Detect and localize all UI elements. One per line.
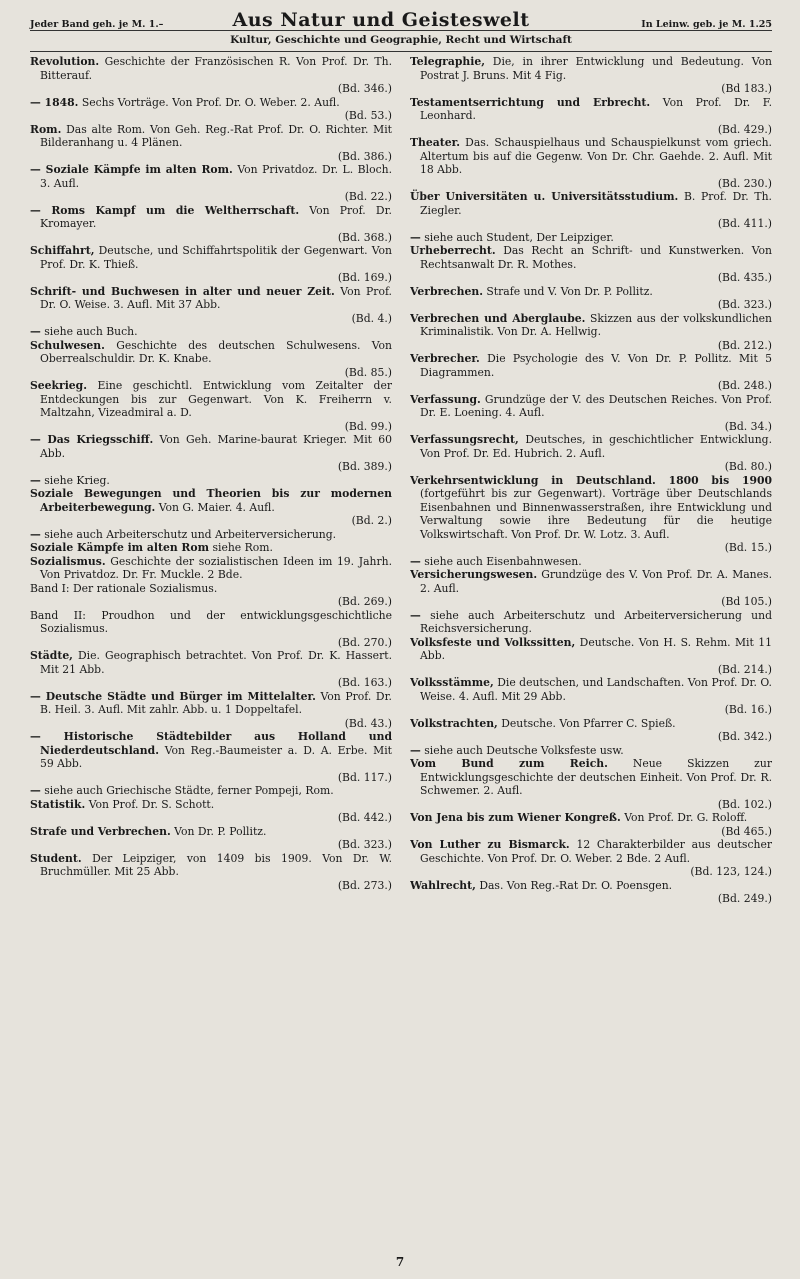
entry-text: Das. Schauspielhaus und Schauspielkunst vom griech. Altertum bis auf die Gegenw. Von Dr. Chr. Gaehde. 2. Aufl. Mit 18 Abb. [420,136,772,176]
catalog-entry [30,582,392,609]
volume-number: (Bd. 4.) [351,311,392,325]
entry-text: Das. Von Reg.-Rat Dr. O. Poensgen. [479,878,673,892]
entry-text: Strafe und V. Von Dr. P. Pollitz. [486,284,653,298]
entry-text: Das alte Rom. Von Geh. Reg.-Rat Prof. Dr. O. Richter. Mit Bilderanhang u. 4 Plänen. [40,122,392,149]
catalog-entry [410,744,772,758]
page-header [30,6,772,31]
entry-heading: Verkehrsentwicklung in Deutschland. 1800 bis 1900 [410,473,772,487]
volume-number: (Bd. 435.) [717,271,772,284]
entry-text: Geschichte der Französischen R. Von Prof. Dr. Th. Bitterauf. [40,55,392,82]
entry-text: Von Prof. Dr. G. Roloff. [624,811,748,824]
volume-number: (Bd. 169.) [337,271,392,284]
price-bound-label: Jeder Band geh. je M. 1.– [30,19,164,30]
left-column [30,55,392,1247]
catalog-entry [30,555,392,582]
catalog-entry [30,528,392,542]
catalog-entry [30,541,392,555]
entry-heading: Statistik. [30,797,86,811]
entry-heading: — [410,230,421,244]
entry-text: Von Prof. Dr. F. Leonhard. [420,95,772,122]
entry-text: Deutsche, und Schiffahrtspolitik der Gegenwart. Von Prof. Dr. K. Thieß. [40,244,392,271]
volume-number: (Bd. 389.) [337,460,392,473]
catalog-entry [410,717,772,744]
entry-text: Von Prof. Dr. Kromayer. [40,203,392,230]
entry-heading: Verfassung. [410,392,481,406]
entry-text: siehe auch Deutsche Volksfeste usw. [424,743,624,757]
volume-number: (Bd. 163.) [337,676,392,689]
entry-text: Von Dr. P. Pollitz. [174,824,267,838]
catalog-entry [30,474,392,488]
entry-text: Das Recht an Schrift- und Kunstwerken. Von Rechtsanwalt Dr. R. Mothes. [420,244,772,271]
catalog-entry [410,96,772,137]
catalog-entry [410,474,772,555]
volume-number: (Bd. 99.) [344,419,392,433]
catalog-entry [410,811,772,838]
entry-text: Geschichte der sozialistischen Ideen im 19. Jahrh. Von Privatdoz. Dr. Fr. Muckle. 2 Bde. [40,554,392,581]
catalog-entry [30,339,392,380]
entry-text: Deutsches, in geschichtlicher Entwicklung. Von Prof. Dr. Ed. Hubrich. 2. Aufl. [420,433,772,460]
volume-number: (Bd. 249.) [717,892,772,905]
entry-text: Band II: Proudhon und der entwicklungsgeschichtliche Sozialismus. [30,608,392,635]
entry-text: Geschichte des deutschen Schulwesens. Von Oberrealschuldir. Dr. K. Knabe. [40,338,392,365]
volume-number: (Bd. 34.) [724,419,772,433]
volume-number: (Bd. 15.) [724,541,772,554]
entry-text: Eine geschichtl. Entwicklung vom Zeitalter der Entdeckungen bis zur Gegenwart. Von K. Freiherrn v. Maltzahn, Vizeadmiral a. D. [40,379,392,419]
volume-number: (Bd. 386.) [337,149,392,163]
entry-heading: Sozialismus. [30,554,106,568]
entry-heading: Versicherungswesen. [410,568,538,581]
entry-heading: Telegraphie, [410,55,485,68]
catalog-entry [30,487,392,528]
entry-heading: — Deutsche Städte und Bürger im Mittelalter. [30,689,316,703]
entry-heading: Theater. [410,136,461,149]
volume-number: (Bd 465.) [721,824,772,838]
catalog-columns [30,55,772,1247]
entry-heading: Soziale Bewegungen und Theorien bis zur modernen Arbeiterbewegung. [30,487,392,514]
catalog-entry [30,649,392,690]
entry-heading: Verbrechen. [410,284,483,298]
volume-number: (Bd. 442.) [337,811,392,824]
catalog-entry [30,852,392,893]
entry-text: Neue Skizzen zur Entwicklungsgeschichte der deutschen Einheit. Von Prof. Dr. R. Schwemer. 2. Aufl. [420,757,772,797]
volume-number: (Bd 105.) [721,595,772,608]
entry-heading: — 1848. [30,95,79,109]
catalog-entry [30,730,392,784]
volume-number: (Bd. 212.) [717,338,772,352]
entry-heading: Schiffahrt, [30,244,95,257]
entry-heading: — [30,527,41,541]
entry-text: Sechs Vorträge. Von Prof. Dr. O. Weber. 2. Aufl. [81,95,340,109]
volume-number: (Bd. 342.) [717,730,772,743]
catalog-entry [410,838,772,879]
volume-number: (Bd. 346.) [337,82,392,95]
entry-heading: Seekrieg. [30,379,87,392]
volume-number: (Bd. 429.) [717,122,772,136]
entry-text: siehe auch Eisenbahnwesen. [424,554,582,568]
volume-number: (Bd. 102.) [717,797,772,811]
entry-heading: — [30,473,41,487]
entry-heading: Student. [30,851,82,865]
entry-text: Von Prof. Dr. B. Heil. 3. Aufl. Mit zahlr. Abb. u. 1 Doppeltafel. [40,689,392,716]
entry-text: 12 Charakterbilder aus deutscher Geschichte. Von Prof. Dr. O. Weber. 2 Bde. 2 Aufl. [420,838,772,865]
entry-heading: — [410,743,421,757]
entry-text: siehe Krieg. [44,473,110,487]
volume-number: (Bd. 248.) [717,379,772,392]
entry-heading: — Das Kriegsschiff. [30,433,154,446]
catalog-entry [410,352,772,393]
entry-heading: Volksstämme, [410,676,494,689]
catalog-entry [30,609,392,650]
entry-heading: Soziale Kämpfe im alten Rom [30,541,210,554]
catalog-entry [30,123,392,164]
volume-number: (Bd. 80.) [724,460,772,473]
entry-heading: Testamentserrichtung und Erbrecht. [410,95,651,109]
entry-text: Deutsche. Von Pfarrer C. Spieß. [501,716,676,730]
volume-number: (Bd. 22.) [344,190,392,203]
entry-text: Von G. Maier. 4. Aufl. [158,500,275,514]
volume-number: (Bd. 53.) [344,109,392,122]
volume-number: (Bd. 16.) [724,703,772,716]
catalog-entry [30,163,392,204]
entry-text: Die deutschen, und Landschaften. Von Prof. Dr. O. Weise. 4. Aufl. Mit 29 Abb. [420,676,772,703]
entry-heading: — Historische Städtebilder aus Holland und Niederdeutschland. [30,730,392,757]
catalog-entry [410,393,772,434]
volume-number: (Bd. 214.) [717,662,772,676]
entry-heading: Verfassungsrecht, [410,433,519,446]
entry-text: Skizzen aus der volkskundlichen Kriminalistik. Von Dr. A. Hellwig. [420,311,772,338]
catalog-entry [410,676,772,717]
entry-heading: Von Luther zu Bismarck. [410,838,570,851]
entry-heading: Rom. [30,122,62,136]
entry-text: Von Reg.-Baumeister a. D. A. Erbe. Mit 59 Abb. [40,743,392,770]
entry-text: siehe auch Griechische Städte, ferner Pompeji, Rom. [44,784,334,797]
volume-number: (Bd. 43.) [344,716,392,730]
volume-number: (Bd. 2.) [351,514,392,527]
catalog-entry [30,690,392,731]
entry-text: Deutsche. Von H. S. Rehm. Mit 11 Abb. [420,635,772,662]
catalog-entry [410,433,772,474]
entry-heading: — [410,608,421,622]
entry-text: Der Leipziger, von 1409 bis 1909. Von Dr. W. Bruchmüller. Mit 25 Abb. [40,851,392,878]
entry-heading: Revolution. [30,55,100,68]
catalog-entry [410,55,772,96]
catalog-entry [30,798,392,825]
entry-text: (fortgeführt bis zur Gegenwart). Vorträge über Deutschlands Eisenbahnen und Binnenwasserstraßen, ihre Entwicklung und Verwaltung sowie ihre Bedeutung für die heutige Volkswirtschaft. Von Prof. Dr. W. Lotz. 3. Aufl. [420,487,772,541]
catalog-entry [30,285,392,326]
right-column [410,55,772,1247]
volume-number: (Bd. 323.) [337,838,392,851]
catalog-entry [410,609,772,636]
entry-heading: Verbrechen und Aberglaube. [410,311,586,325]
entry-heading: Volksfeste und Volkssitten, [410,635,576,649]
catalog-entry [410,136,772,190]
entry-heading: Volkstrachten, [410,716,498,730]
volume-number: (Bd 183.) [721,82,772,95]
entry-heading: — [410,554,421,568]
entry-text: Die. Geographisch betrachtet. Von Prof. Dr. K. Hassert. Mit 21 Abb. [40,649,392,676]
catalog-entry [410,555,772,569]
entry-heading: Von Jena bis zum Wiener Kongreß. [410,811,621,824]
entry-heading: Über Universitäten u. Universitätsstudium. [410,190,679,203]
catalog-entry [410,190,772,231]
catalog-entry [30,55,392,96]
entry-heading: Schulwesen. [30,338,105,352]
catalog-entry [30,784,392,798]
catalog-entry [410,568,772,609]
entry-text: Von Privatdoz. Dr. L. Bloch. 3. Aufl. [40,163,392,190]
entry-heading: — Roms Kampf um die Weltherrschaft. [30,203,300,217]
catalog-entry [30,244,392,285]
catalog-entry [410,244,772,285]
volume-number: (Bd. 270.) [337,635,392,649]
entry-text: Grundzüge des V. Von Prof. Dr. A. Manes. 2. Aufl. [420,568,772,595]
catalog-entry [30,433,392,474]
entry-text: siehe auch Buch. [44,325,138,338]
price-cloth-label: In Leinw. geb. je M. 1.25 [641,19,772,30]
entry-text: siehe auch Arbeiterschutz und Arbeiterversicherung. [44,527,337,541]
volume-number: (Bd. 117.) [337,770,392,784]
volume-number: (Bd. 85.) [344,365,392,379]
volume-number: (Bd. 123, 124.) [690,865,772,878]
entry-heading: Schrift- und Buchwesen in alter und neuer Zeit. [30,284,335,298]
entry-heading: Urheberrecht. [410,244,496,257]
section-subtitle: Kultur, Geschichte und Geographie, Recht und Wirtschaft [30,31,772,52]
entry-text: Band I: Der rationale Sozialismus. [30,581,218,595]
entry-heading: Städte, [30,649,73,662]
catalog-entry [410,757,772,811]
volume-number: (Bd. 230.) [717,176,772,190]
catalog-entry [30,204,392,245]
entry-text: Von Prof. Dr. S. Schott. [88,797,215,811]
entry-text: siehe auch Arbeiterschutz und Arbeiterversicherung und Reichsversicherung. [420,608,772,635]
volume-number: (Bd. 411.) [717,217,772,230]
catalog-entry [30,96,392,123]
page-number: 7 [395,1255,405,1269]
entry-text: siehe auch Student, Der Leipziger. [424,230,614,244]
catalog-entry [410,285,772,312]
volume-number: (Bd. 273.) [337,878,392,892]
entry-text: Die Psychologie des V. Von Dr. P. Pollitz. Mit 5 Diagrammen. [420,352,772,379]
volume-number: (Bd. 269.) [337,595,392,608]
entry-text: siehe Rom. [212,541,273,554]
entry-heading: — Soziale Kämpfe im alten Rom. [30,163,233,176]
catalog-entry [410,879,772,906]
catalog-entry [30,379,392,433]
catalog-entry [30,325,392,339]
catalog-entry [30,825,392,852]
volume-number: (Bd. 368.) [337,230,392,244]
catalog-entry [410,312,772,353]
entry-heading: Vom Bund zum Reich. [410,757,608,770]
entry-heading: Strafe und Verbrechen. [30,824,171,838]
entry-text: Grundzüge der V. des Deutschen Reiches. Von Prof. Dr. E. Loening. 4. Aufl. [420,392,772,419]
entry-heading: Wahlrecht, [410,878,476,892]
catalog-entry [410,231,772,245]
entry-text: B. Prof. Dr. Th. Ziegler. [420,190,772,217]
entry-heading: — [30,784,41,797]
entry-text: Die, in ihrer Entwicklung und Bedeutung. Von Postrat J. Bruns. Mit 4 Fig. [420,55,772,82]
catalog-entry [410,636,772,677]
entry-text: Von Geh. Marine-baurat Krieger. Mit 60 Abb. [40,433,392,460]
volume-number: (Bd. 323.) [717,298,772,311]
entry-heading: Verbrecher. [410,352,480,365]
entry-text: Von Prof. Dr. O. Weise. 3. Aufl. Mit 37 Abb. [40,284,392,311]
entry-heading: — [30,325,41,338]
series-title: Aus Natur und Geisteswelt [232,9,530,31]
